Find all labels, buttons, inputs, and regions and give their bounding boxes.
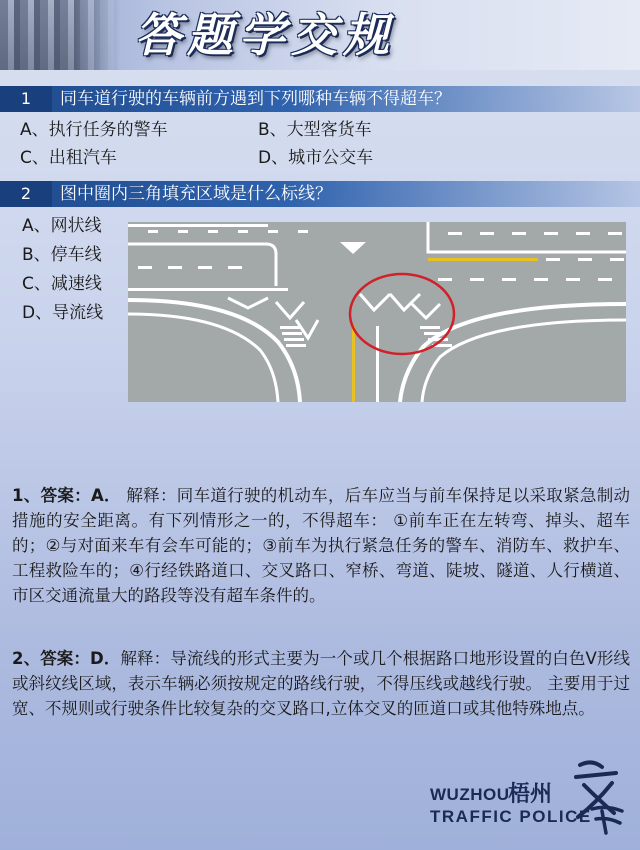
question-2-number: 2 [0, 181, 52, 207]
logo-traffic-police: TRAFFIC POLICE [430, 807, 592, 826]
stop-line-left [128, 288, 288, 291]
answer-2 [12, 646, 630, 721]
logo-city-cn: 梧州 [508, 782, 553, 807]
q1-option-b: B、大型客货车 [258, 120, 372, 140]
road-marking-diagram [128, 222, 626, 402]
answer-2-lead: 2、答案：D． [12, 649, 121, 668]
white-line-vertical [376, 326, 379, 402]
answer-2-body: 解释：导流线的形式主要为一个或几个根据路口地形设置的白色V形线或斜纹线区域，表示车辆必须按规定的路线行驶，不得压线或越线行驶。 主要用于过宽、不规则或行驶条件比较复杂的交叉路口,立体交叉的匝道口或其他特殊地点。 [12, 649, 630, 718]
q1-option-a: A、执行任务的警车 [20, 120, 168, 140]
header-banner [0, 0, 640, 70]
yellow-line-vertical [352, 326, 355, 402]
logo-calligraphy-icon [562, 755, 634, 835]
question-2-text: 图中圈内三角填充区域是什么标线？ [60, 184, 332, 204]
logo-city-en: WUZHOU [430, 785, 510, 804]
q2-option-c: C、减速线 [22, 274, 102, 294]
question-1-text: 同车道行驶的车辆前方遇到下列哪种车辆不得超车？ [60, 89, 451, 109]
q1-option-c: C、出租汽车 [20, 148, 117, 168]
answer-1-lead: 1、答案：A． [12, 486, 121, 505]
question-2-bar [0, 181, 640, 207]
lane-line [128, 224, 268, 227]
q2-option-b: B、停车线 [22, 245, 102, 265]
question-1-bar [0, 86, 640, 112]
yellow-line-top [428, 258, 538, 261]
header-street-photo [0, 0, 120, 70]
q2-option-d: D、导流线 [22, 303, 104, 323]
answer-1 [12, 483, 630, 608]
q1-option-d: D、城市公交车 [258, 148, 374, 168]
page-title: 答题学交规 [135, 8, 395, 62]
answer-1-body: 解释：同车道行驶的机动车，后车应当与前车保持足以采取紧急制动措施的安全距离。有下列情形之一的，不得超车： ①前车正在左转弯、掉头、超车的；②与对面来车有会车可能的；③前车为执行紧急任务的警车、消防车、救护车、工程救险车的；④行经铁路道口、交叉路口、窄桥、弯道、陡坡、隧道、人行横道、市区交通流量大的路段等没有超车条件的。 [12, 486, 630, 605]
q2-option-a: A、网状线 [22, 216, 102, 236]
question-1-number: 1 [0, 86, 52, 112]
traffic-police-logo [420, 755, 635, 835]
